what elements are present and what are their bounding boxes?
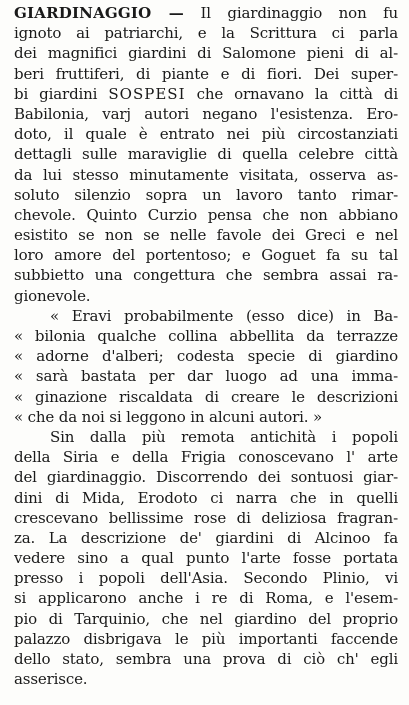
quote-line: « che da noi si leggono in alcuni autori. » <box>14 407 323 426</box>
text-line: soluto silenzio sopra un lavoro tanto rimar- <box>14 185 398 204</box>
quote-line: « Eravi probabilmente (esso dice) in Ba- <box>50 306 398 325</box>
text-line: doto, il quale è entrato nei più circostanziati <box>14 125 398 144</box>
text-line: loro amore del portentoso; e Goguet fa su tal <box>14 246 398 265</box>
text-line: palazzo disbrigava le più importanti faccende <box>14 629 398 648</box>
quote-line: « ginazione riscaldata di creare le descrizioni <box>14 387 398 406</box>
text-line: presso i popoli dell'Asia. Secondo Plinio, vi <box>14 569 398 588</box>
paragraph-intro <box>14 3 398 306</box>
text-line: subbietto una congettura che sembra assai ra- <box>14 266 398 285</box>
text-line: dei magnifici giardini di Salomone pieni di al- <box>14 44 398 63</box>
text-segment: che ornavano la città di <box>196 84 398 103</box>
quote-line: « adorne d'alberi; codesta specie di giardino <box>14 347 398 366</box>
quote-line: « bilonia qualche collina abbellita da terrazze <box>14 327 398 345</box>
text-segment: Il giardinaggio non fu <box>200 4 398 22</box>
text-line: asserisce. <box>14 670 88 689</box>
text-line: za. La descrizione de' giardini di Alcinoo fa <box>14 528 398 547</box>
text-line <box>14 84 398 104</box>
text-line: ignoto ai patriarchi, e la Scrittura ci parla <box>14 24 398 43</box>
paragraph-history <box>14 427 398 689</box>
text-line: beri fruttiferi, di piante e di fiori. Dei super- <box>14 64 398 83</box>
text-line: dello stato, sembra una prova di ciò ch' egli <box>14 650 398 668</box>
text-line: esistito se non se nelle favole dei Greci e nel <box>14 226 398 245</box>
quote-line: « sarà bastata per dar luogo ad una imma- <box>14 367 398 386</box>
text-line: crescevano bellissime rose di deliziosa fragran- <box>14 508 398 527</box>
text-line: chevole. Quinto Curzio pensa che non abbiano <box>14 205 398 224</box>
text-line: Babilonia, varj autori negano l'esistenza. Ero- <box>14 104 398 123</box>
quotation-block <box>14 306 398 427</box>
article-body <box>14 3 398 689</box>
text-line: pio di Tarquinio, che nel giardino del proprio <box>14 609 398 628</box>
text-segment: bi giardini <box>14 84 98 103</box>
text-line: vedere sino a qual punto l'arte fosse portata <box>14 549 398 568</box>
spaced-word: SOSPESI <box>108 84 186 103</box>
text-line: si applicarono anche i re di Roma, e l'esem- <box>14 589 398 608</box>
text-line: gionevole. <box>14 286 91 305</box>
text-line: da lui stesso minutamente visitata, osserva as- <box>14 165 398 184</box>
text-line: della Siria e della Frigia conoscevano l' arte <box>14 448 398 467</box>
text-line: dettagli sulle maraviglie di quella celebre città <box>14 145 398 164</box>
text-line: Sin dalla più remota antichità i popoli <box>50 427 398 446</box>
text-line: dini di Mida, Erodoto ci narra che in quelli <box>14 488 398 507</box>
entry-heading: GIARDINAGGIO — <box>14 4 184 22</box>
text-line: del giardinaggio. Discorrendo dei sontuosi giar- <box>14 468 398 487</box>
text-line <box>14 3 398 23</box>
